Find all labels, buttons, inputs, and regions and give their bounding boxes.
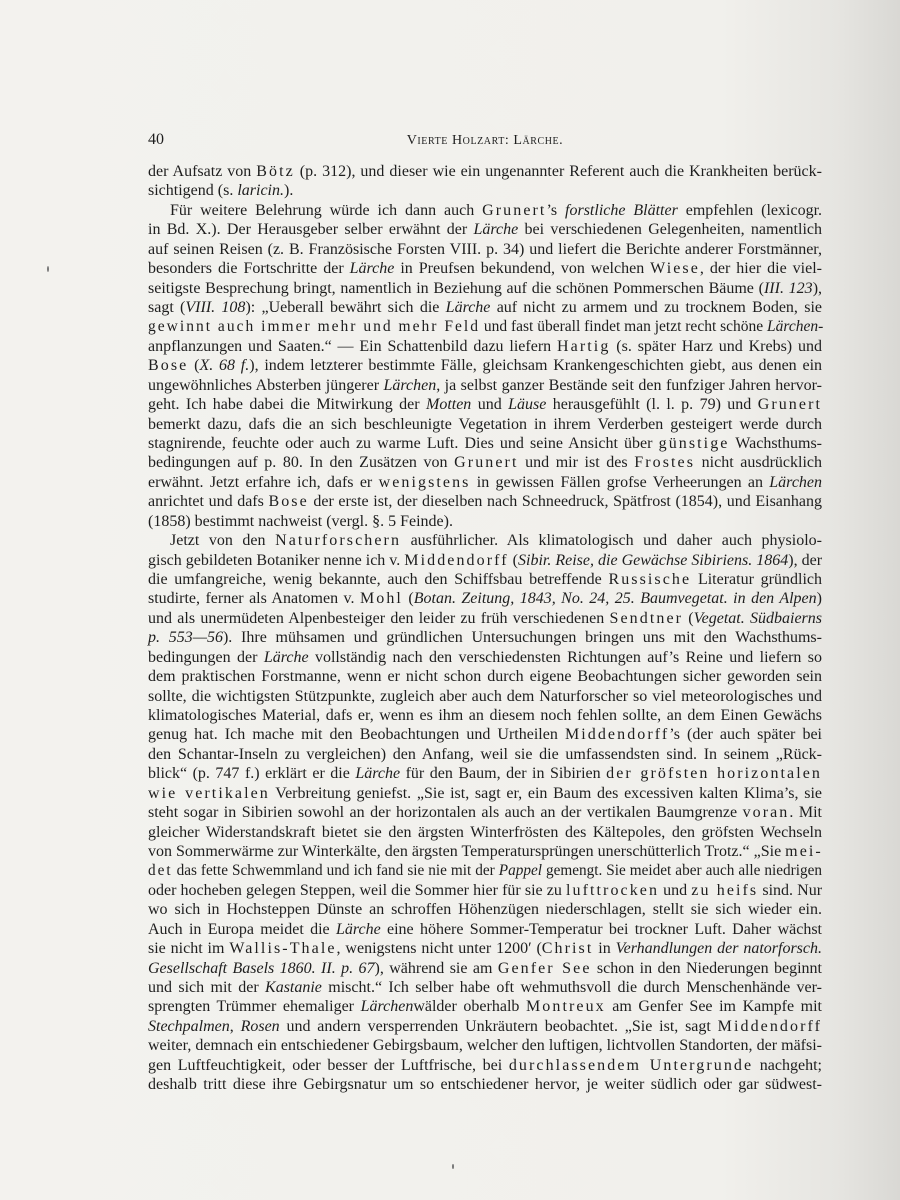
text-run: ( [402,590,414,608]
text-run: in [593,940,616,958]
text-line [148,1036,822,1056]
text-run: und als unermüdeten Alpenbesteiger den leider zu früh verschiedenen [148,609,610,627]
text-run: sie nicht im [148,940,230,958]
text-run: empfehlen (lexicogr. [677,201,823,219]
spaced-run: Genfer See [497,959,592,977]
text-line [148,764,822,784]
text-line [148,784,822,804]
text-line [148,861,822,881]
text-run: in gewissen Fällen grofse Verheerungen an [470,473,770,491]
text-line [148,628,822,648]
text-line [148,473,822,493]
text-run: sollte, die wichtigsten Stützpunkte, zugleich aber auch dem Naturforscher so viel meteorologisches und [148,687,822,705]
italic-run: X. 68 f. [199,357,250,375]
italic-run: Pappel [498,862,542,880]
text-run: ungewöhnliches Absterben jüngerer [148,376,384,394]
text-run: ), indem letzterer bestimmte Fälle, gleichsam Krankengeschichten giebt, aus denen ein [249,357,823,375]
spaced-run: Grunert [482,201,547,219]
italic-run: Lärchen [383,376,437,394]
spaced-run: wie vertikalen [148,784,270,802]
text-run: ). Ihre mühsamen und gründlichen Untersuchungen bringen uns mit den Wachsthums- [222,629,822,647]
text-run: oder hocheben gelegen Steppen, weil die Sommer hier für sie zu [148,881,566,899]
italic-run: Lärchen [769,473,823,491]
text-run: , ja selbst ganzer Bestände seit den funfziger Jahren hervor- [436,376,823,394]
text-run: gemengt. Sie meidet aber auch alle niedrigen [541,862,822,880]
text-line [148,337,822,357]
spaced-run: gewinnt auch immer mehr und mehr Feld [148,318,480,336]
text-run: , der hier die viel- [699,260,822,278]
spaced-run: Bose [268,493,309,511]
text-run: anpflanzungen und Saaten.“ — Ein Schattenbild dazu liefern [148,337,558,355]
text-run: ( [683,609,694,627]
text-run: nachgeht; [753,1056,822,1074]
spaced-run: Russische [608,571,692,589]
text-line [148,667,822,687]
italic-run: VIII. 108 [185,299,246,316]
text-run: für den Baum, der in Sibirien [400,765,607,783]
italic-run: Gesellschaft Basels 1860. II. p. 67 [148,959,375,977]
text-line [148,648,822,668]
italic-run: p. 553—56 [148,629,223,647]
spaced-run: Mohl [359,590,403,608]
text-run: (1858) bestimmt nachweist (vergl. §. 5 Feinde). [148,512,453,530]
italic-run: Sibir. Reise, die Gewächse Sibiriens. 1864 [518,551,789,569]
text-run: erwähnt. Jetzt erfahre ich, dafs er [148,473,379,491]
text-line [148,823,822,843]
text-line [148,453,822,473]
text-run: Wachsthums- [729,435,822,453]
text-run: und [659,881,692,899]
text-run: ). [284,182,294,200]
text-run: in Preufsen bekundend, von welchen [394,260,651,278]
italic-run: Motten [425,396,472,414]
italic-run: Lärche [335,920,381,938]
text-run: ), während sie am [374,959,498,977]
text-run: vollständig nach den verschiedensten Richtungen auf’s Reine und liefern so [308,648,823,666]
italic-run: laricin. [237,182,284,200]
italic-run: Lärche [263,648,309,666]
spaced-run: Middendorff [404,551,509,569]
text-line [148,551,822,571]
text-run: wälder oberhalb [413,998,526,1016]
spaced-run: Sendtner [609,609,684,627]
text-run: anrichtet und dafs [148,493,269,511]
text-line [148,706,822,726]
spaced-run: Bötz [256,163,295,180]
spaced-run: Wiese [650,260,700,278]
text-run: eine höhere Sommer-Temperatur bei trockner Luft. Daher wächst [380,920,823,938]
text-run: in Bd. X.). Der Herausgeber selber erwähnt der [148,221,474,239]
text-run: (p. 312), und dieser wie ein ungenannter Referent auch die Krankheiten berück- [294,163,822,180]
italic-run: Lärche [473,221,519,239]
text-line [148,687,822,707]
scan-speck [47,266,49,272]
spaced-run: Hartig [557,337,611,355]
text-run: weiter, demnach ein entschiedener Gebirgsbaum, welcher den luftigen, lichtvollen Standorten, der mäfsi- [148,1037,822,1055]
italic-run: Lärche [355,765,401,783]
spaced-run: Grunert [454,454,519,472]
text-line [148,997,822,1017]
text-line [148,920,822,940]
text-run: ): „Ueberall bewährt sich die [245,299,446,316]
text-run: bei verschiedenen Gelegenheiten, namentlich [518,221,822,239]
text-run: auf seinen Reisen (z. B. Französische Forsten VIII. p. 34) und liefert die Berichte anderer Forstmänner, [148,240,822,258]
text-line [148,881,822,901]
running-head: Vierte Holzart: Lärche. [406,133,564,148]
text-run: , wenigstens nicht unter 1200′ ( [336,940,542,958]
text-run: mischt.“ Ich selber habe oft wehmuthsvoll die durch Menschenhände ver- [321,979,822,997]
text-run: (s. später Harz und Krebs) und [610,337,822,355]
text-run: deshalb tritt diese ihre Gebirgsnatur um so entschiedener hervor, je weiter südlich oder gar südwest- [148,1076,822,1094]
text-run: der Aufsatz von [148,163,257,180]
text-run: seitigste Besprechung bringt, namentlich in Beziehung auf die schönen Pommerschen Bäume ( [148,279,764,297]
italic-run: Verhandlungen der natorforsch. [615,940,822,958]
spaced-run: Bose [148,357,189,375]
italic-run: Lärchen [360,998,414,1016]
text-run: sprengten Trümmer ehemaliger [148,998,361,1016]
text-line [148,1017,822,1037]
spaced-run: lufttrocken [565,881,660,899]
text-run: sichtigend (s. [148,182,238,200]
page-number: 40 [148,131,164,148]
text-line [148,978,822,998]
spaced-run: voran [742,804,790,822]
spaced-run: wenigstens [378,473,471,491]
text-run: studirte, ferner als Anatomen v. [148,590,360,608]
text-line [148,570,822,590]
spaced-run: Frostes [634,454,696,472]
text-run: das fette Schwemmland und ich fand sie nie mit der [172,862,499,880]
text-run: Jetzt von den [170,532,276,550]
text-line [148,803,822,823]
italic-run: forstliche Blätter [565,201,678,219]
text-run: ausführlicher. Als klimatologisch und daher auch physiolo- [401,532,822,550]
text-run: und [471,396,509,414]
text-line [148,317,822,337]
spaced-run: Montreux [525,998,606,1016]
spaced-run: Wallis-Thale [229,940,337,958]
text-run: bedingungen der [148,648,264,666]
text-run: geht. Ich habe dabei die Mitwirkung der [148,396,426,414]
text-line [148,259,822,279]
text-run: die umfangreiche, wenig bekannte, auch den Schiffsbau betreffende [148,571,609,589]
text-run: ), der [788,551,823,569]
text-run: ( [188,357,200,375]
text-line [148,220,822,240]
spaced-run: Naturforschern [275,532,402,550]
spaced-run: Middendorff [717,1017,823,1035]
text-run: dem praktischen Forstmanne, wenn er nicht schon durch eigene Beobachtungen sicher geworden sein [148,668,822,686]
italic-run: Rosen [240,1017,280,1035]
text-run: auf nicht zu armem und zu trocknem Boden, sie [490,299,822,316]
text-run: nicht ausdrücklich [695,454,822,472]
text-run: gleicher Widerstandskraft bietet sie den ärgsten Winterfrösten des Kältepoles, den gröfsten Wechseln [148,823,822,841]
spaced-run: zu heifs [691,881,759,899]
text-line [148,939,822,959]
spaced-run: der gröfsten horizontalen [606,765,823,783]
italic-run: Lärchen- [767,318,824,336]
text-run: ( [508,551,518,569]
text-line [148,609,822,629]
text-line [148,900,822,920]
text-run: genug hat. Ich mache mit den Beobachtungen und Urtheilen [148,726,565,744]
text-line [148,279,822,299]
spaced-run: günstige [658,435,730,453]
text-run: bemerkt dazu, dafs die an sich beschleunigte Vegetation in ihrem Verderben gesteigert werde durch [148,415,822,433]
text-line [148,745,822,765]
text-line [148,589,822,609]
italic-run: Läuse [508,396,547,414]
text-run: und sich mit der [148,979,266,997]
text-run: gen Luftfeuchtigkeit, oder besser der Luftfrische, bei [148,1056,509,1074]
text-run: Auch in Europa meidet die [148,920,336,938]
text-run: . Mit [789,804,822,822]
text-run: und fast überall findet man jetzt recht schöne [479,318,768,336]
italic-run: Stechpalmen [148,1017,230,1035]
italic-run: III. 123 [763,279,813,297]
text-run: steht sogar in Sibirien sowohl an der horizontalen als auch an der vertikalen Baumgrenze [148,804,743,822]
text-run: stagnirende, feuchte oder auch zu warme Luft. Dies und seine Ansicht über [148,435,659,453]
spaced-run: mei- [785,843,823,861]
italic-run: Lärche [445,299,491,316]
text-line [148,298,822,318]
text-line [170,201,822,221]
text-run: Für weitere Belehrung würde ich dann auch [170,201,483,219]
text-line [148,492,822,512]
italic-run: Kastanie [265,979,322,997]
text-line [148,959,822,979]
text-run: Literatur gründlich [691,571,823,589]
text-line [148,415,822,435]
text-run: ’s [546,201,566,219]
spaced-run: durchlassendem Untergrunde [508,1056,754,1074]
text-run: ) [816,590,822,608]
text-run: ), [812,279,823,297]
text-run: gisch gebildeten Botaniker nenne ich v. [148,551,405,569]
spaced-run: Christ [541,940,594,958]
spaced-run: Grunert [757,396,823,414]
text-run: ’s (der auch später bei [669,726,822,744]
italic-run: Vegetat. Südbaierns [693,609,823,627]
text-line [148,181,822,201]
scan-speck [452,1164,454,1169]
text-line [148,395,822,415]
text-run: der erste ist, der dieselben nach Schneedruck, Spätfrost (1854), und Eisanhang [308,493,822,511]
text-run: , [229,1017,241,1035]
text-line [148,725,822,745]
text-run: blick“ (p. 747 f.) erklärt er die [148,765,356,783]
text-run: sind. Nur [758,881,823,899]
text-line [148,1075,822,1095]
text-run: den Schantar-Inseln zu vergleichen) den Anfang, weil sie die umfassendsten sind. In seinem „Rück- [148,745,822,763]
text-run: Verbreitung geniefst. „Sie ist, sagt er, ein Baum des excessiven kalten Klima’s, sie [269,784,822,802]
text-run: und mir ist des [518,454,635,472]
text-run: bedingungen auf p. 80. In den Zusätzen von [148,454,455,472]
spaced-run: Middendorff [564,726,670,744]
italic-run: Botan. Zeitung, 1843, No. 24, 25. Baumvegetat. in den Alpen [413,590,817,608]
text-line [148,356,822,376]
text-line [148,376,822,396]
text-line [170,531,822,551]
text-line [148,434,822,454]
text-line [148,1056,822,1076]
spaced-run: det [148,862,173,880]
text-line [148,162,822,182]
text-run: von Sommerwärme zur Winterkälte, den ärgsten Temperatursprüngen unerschütterlich Trotz.“ „Sie [148,843,786,861]
text-run: wo sich in Hochsteppen Dünste an schroffen Höhenzügen niederschlagen, stellt sie sich wieder ein. [148,901,822,919]
italic-run: Lärche [349,260,395,278]
text-line [148,240,822,260]
text-run: und andern versperrenden Unkräutern beobachtet. „Sie ist, sagt [279,1017,718,1035]
text-run: schon in den Niederungen beginnt [591,959,823,977]
text-run: am Genfer See im Kampfe mit [605,998,823,1016]
text-run: besonders die Fortschritte der [148,260,350,278]
text-run: sagt ( [148,299,186,316]
text-run: klimatologisches Material, dafs er, wenn es ihm an diesem noch fehlen sollte, an dem Einen Gewächs [148,707,822,725]
text-run: herausgefühlt (l. l. p. 79) und [546,396,758,414]
text-line [148,842,822,862]
text-line [148,512,822,532]
